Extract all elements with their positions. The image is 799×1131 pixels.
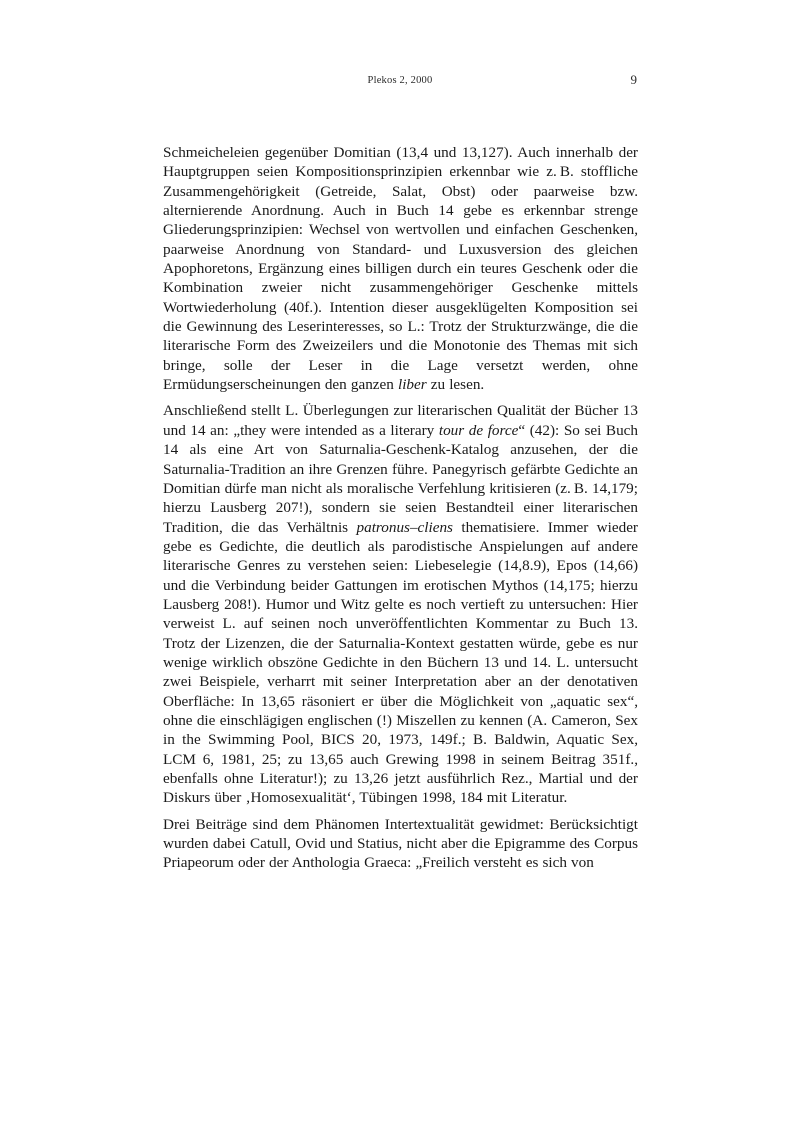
- paragraph-1: Schmeicheleien gegenüber Domitian (13,4 und 13,127). Auch innerhalb der Hauptgruppen seien Kompositionsprinzipien erkennbar wie z. B. stoffliche Zusammengehörigkeit (Getreide, Salat, Obst) oder paarweise bzw. alternierende Anordnung. Auch in Buch 14 gebe es erkennbar strenge Gliederungsprinzipien: Wechsel von wertvollen und einfachen Geschenken, paarweise Anordnung von Standard- und Luxusversion des gleichen Apophoretons, Ergänzung eines billigen durch ein teures Geschenk oder die Kombination zweier nicht zusammengehöriger Geschenke mittels Wortwiederholung (40f.). Intention dieser ausgeklügelten Komposition sei die Gewinnung des Leserinteresses, so L.: Trotz der Strukturzwänge, die die literarische Form des Zweizeilers und die Monotonie des Themas mit sich bringe, solle der Leser in die Lage versetzt werden, ohne Ermüdungserscheinungen den ganzen liber zu lesen.: [163, 144, 638, 394]
- running-head-journal-title: Plekos 2, 2000: [367, 75, 433, 86]
- paragraph-3: Drei Beiträge sind dem Phänomen Intertextualität gewidmet: Berücksichtigt wurden dabei Catull, Ovid und Statius, nicht aber die Epigramme des Corpus Priapeorum oder der Anthologia Graeca: „Freilich versteht es sich von: [163, 815, 638, 872]
- running-head: [163, 72, 637, 90]
- body-text-block: [163, 143, 638, 873]
- paragraph-2: Anschließend stellt L. Überlegungen zur literarischen Qualität der Bücher 13 und 14 an: „they were intended as a literary tour de force“ (42): So sei Buch 14 als eine Art von Saturnalia-Geschenk-Katalog anzusehen, der die Saturnalia-Tradition an ihre Grenzen führe. Panegyrisch gefärbte Gedichte an Domitian dürfe man nicht als moralische Verfehlung kritisieren (z. B. 14,179; hierzu Lausberg 207!), sondern sie seien Bestandteil einer literarischen Tradition, die das Verhältnis patronus–cliens thematisiere. Immer wieder gebe es Gedichte, die deutlich als parodistische Anspielungen auf andere literarische Genres zu verstehen seien: Liebeselegie (14,8.9), Epos (14,66) und die Verbindung beider Gattungen im erotischen Mythos (14,175; hierzu Lausberg 208!). Humor und Witz gelte es noch vertieft zu untersuchen: Hier verweist L. auf seinen noch unveröffentlichten Kommentar zu Buch 13. Trotz der Lizenzen, die der Saturnalia-Kontext gestatten würde, gebe es nur wenige wirklich obszöne Gedichte in den Büchern 13 und 14. L. untersucht zwei Beispiele, verharrt mit seiner Interpretation aber an der denotativen Oberfläche: In 13,65 räsoniert er über die Möglichkeit von „aquatic sex“, ohne die einschlägigen englischen (!) Miszellen zu kennen (A. Cameron, Sex in the Swimming Pool, BICS 20, 1973, 149f.; B. Baldwin, Aquatic Sex, LCM 6, 1981, 25; zu 13,65 auch Grewing 1998 in seinem Beitrag 351f., ebenfalls ohne Literatur!); zu 13,26 jetzt ausführlich Rez., Martial und der Diskurs über ‚Homosexualität‘, Tübingen 1998, 184 mit Literatur.: [163, 402, 638, 807]
- page-number: 9: [630, 72, 637, 87]
